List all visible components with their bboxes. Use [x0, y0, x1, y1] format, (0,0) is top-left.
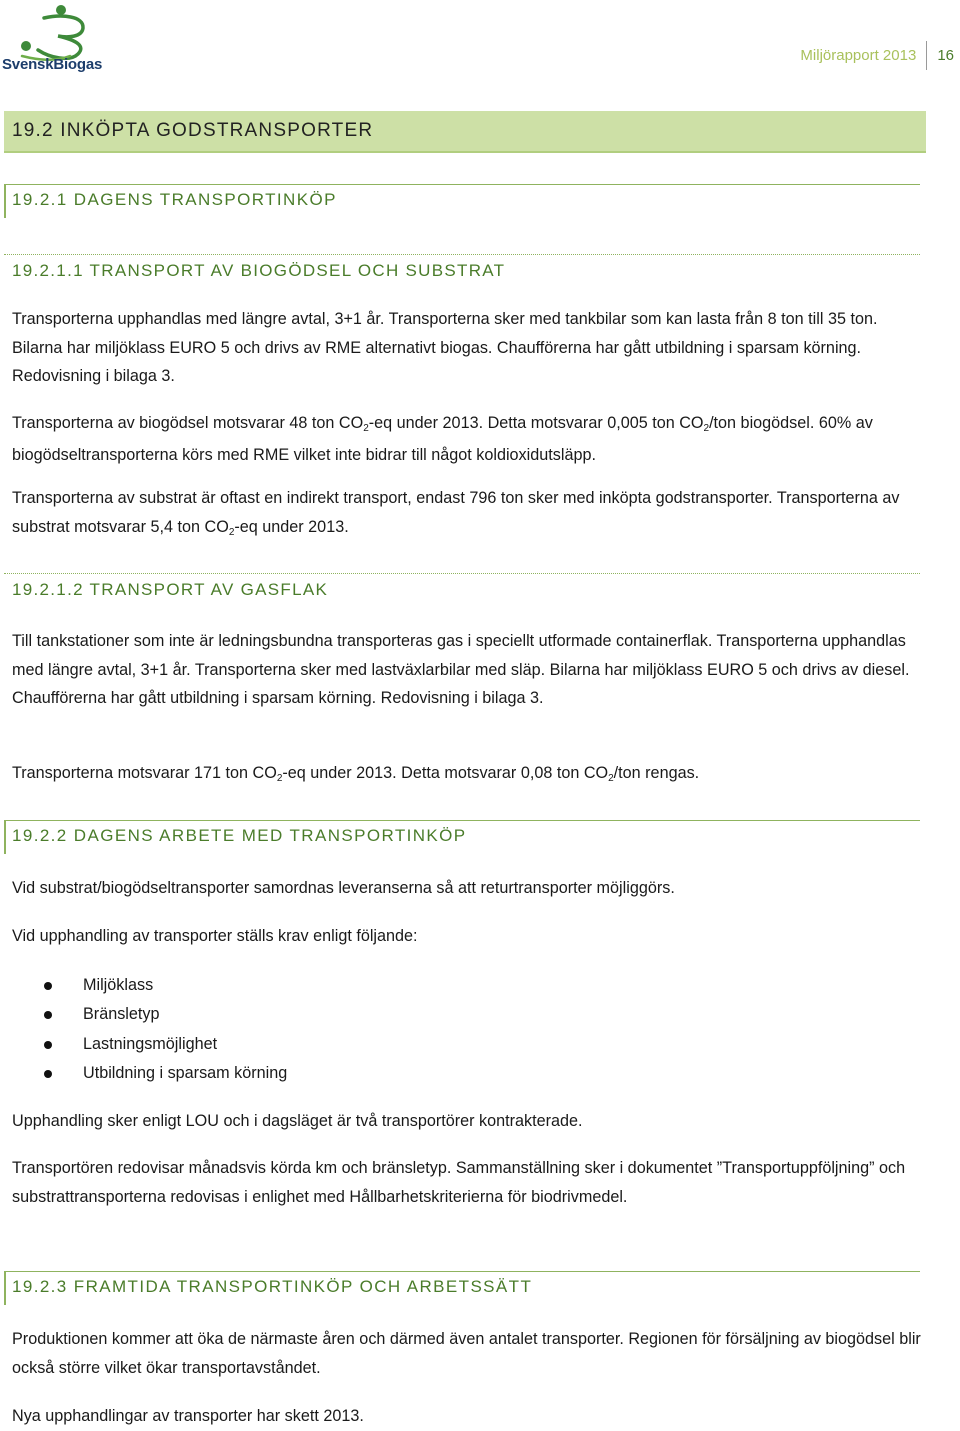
- paragraph: [12, 1154, 922, 1211]
- list-item: Lastningsmöjlighet: [12, 1030, 287, 1059]
- paragraph: [12, 759, 922, 791]
- heading-19-2-text: 19.2 INKÖPTA GODSTRANSPORTER: [12, 120, 374, 141]
- heading-19-2-2: [4, 820, 920, 854]
- paragraph-text: Transporterna upphandlas med längre avtal, 3+1 år. Transporterna sker med tankbilar som kan lasta från 8 ton till 35 ton. Bilarna har miljöklass EURO 5 och drivs av RME alternativt biogas. Chaufförerna har gått utbildning i sparsam körning. Redovisning i bilaga 3.: [12, 310, 878, 385]
- paragraph: [12, 484, 922, 544]
- page-header-right: [800, 40, 960, 70]
- heading-19-2-2-text: 19.2.2 DAGENS ARBETE MED TRANSPORTINKÖP: [12, 826, 467, 845]
- heading-19-2-1: [4, 184, 920, 218]
- paragraph: [12, 627, 922, 713]
- paragraph: [12, 874, 922, 903]
- paragraph-text: -eq under 2013. Detta motsvarar 0,08 ton CO: [282, 764, 609, 782]
- logo-text: SvenskBiogas: [2, 56, 103, 73]
- list-item: Miljöklass: [12, 971, 287, 1000]
- paragraph-text: Upphandling sker enligt LOU och i dagsläget är två transportörer kontrakterade.: [12, 1112, 583, 1130]
- heading-19-2-1-1-text: 19.2.1.1 TRANSPORT AV BIOGÖDSEL OCH SUBSTRAT: [12, 261, 506, 280]
- paragraph: [12, 1402, 922, 1431]
- paragraph-text: Transporterna motsvarar 171 ton CO: [12, 764, 277, 782]
- heading-19-2-1-text: 19.2.1 DAGENS TRANSPORTINKÖP: [12, 190, 337, 209]
- subscript: 2: [703, 423, 710, 434]
- heading-19-2: [4, 111, 926, 153]
- subscript: 2: [608, 773, 614, 784]
- heading-19-2-1-2-text: 19.2.1.2 TRANSPORT AV GASFLAK: [12, 580, 329, 599]
- page-number: 16: [926, 41, 960, 70]
- paragraph-text: Produktionen kommer att öka de närmaste åren och därmed även antalet transporter. Regionen för försäljning av biogödsel blir också större vilket ökar transportavståndet.: [12, 1330, 921, 1377]
- paragraph-text: Vid substrat/biogödseltransporter samordnas leveranserna så att returtransporter möjliggörs.: [12, 879, 675, 897]
- paragraph-text: /ton rengas.: [613, 764, 700, 782]
- list-item: Utbildning i sparsam körning: [12, 1059, 287, 1088]
- paragraph: [12, 922, 922, 951]
- paragraph: [12, 1107, 922, 1136]
- subscript: 2: [276, 773, 283, 784]
- paragraph-text: Transporterna av substrat är oftast en indirekt transport, endast 796 ton sker med inköpta godstransporter. Transporterna av substrat motsvarar 5,4 ton CO: [12, 489, 900, 536]
- paragraph-text: Transporterna av biogödsel motsvarar 48 ton CO: [12, 414, 364, 432]
- paragraph: [12, 305, 922, 391]
- list-item: Bränsletyp: [12, 1000, 287, 1029]
- paragraph-text: -eq under 2013. Detta motsvarar 0,005 ton CO: [368, 414, 704, 432]
- paragraph-text: /ton biogödsel. 60% av biogödseltransporterna körs med RME vilket inte bidrar till något koldioxidutsläpp.: [12, 414, 873, 464]
- heading-19-2-3-text: 19.2.3 FRAMTIDA TRANSPORTINKÖP OCH ARBETSSÄTT: [12, 1277, 533, 1296]
- requirements-list: [12, 971, 287, 1088]
- heading-19-2-1-1: [4, 254, 920, 284]
- subscript: 2: [363, 423, 369, 434]
- report-title: Miljörapport 2013: [800, 46, 917, 64]
- paragraph-text: Nya upphandlingar av transporter har skett 2013.: [12, 1407, 364, 1425]
- paragraph-text: Transportören redovisar månadsvis körda km och bränsletyp. Sammanställning sker i dokumentet ”Transportuppföljning” och substrattransporterna redovisas i enlighet med Hållbarhetskriterierna för biodrivmedel.: [12, 1159, 906, 1206]
- heading-19-2-3: [4, 1271, 920, 1305]
- heading-19-2-1-2: [4, 573, 920, 603]
- paragraph-text: Till tankstationer som inte är ledningsbundna transporteras gas i speciellt utformade containerflak. Transporterna upphandlas med längre avtal, 3+1 år. Transporterna sker med lastväxlarbilar med släp. Bilarna har miljöklass EURO 5 och drivs av diesel. Chaufförerna har gått utbildning i sparsam körning. Redovisning i bilaga 3.: [12, 632, 910, 707]
- paragraph-text: Vid upphandling av transporter ställs krav enligt följande:: [12, 927, 418, 945]
- paragraph: [12, 1325, 922, 1382]
- paragraph: [12, 409, 922, 469]
- paragraph-text: -eq under 2013.: [234, 517, 349, 536]
- subscript: 2: [228, 526, 235, 538]
